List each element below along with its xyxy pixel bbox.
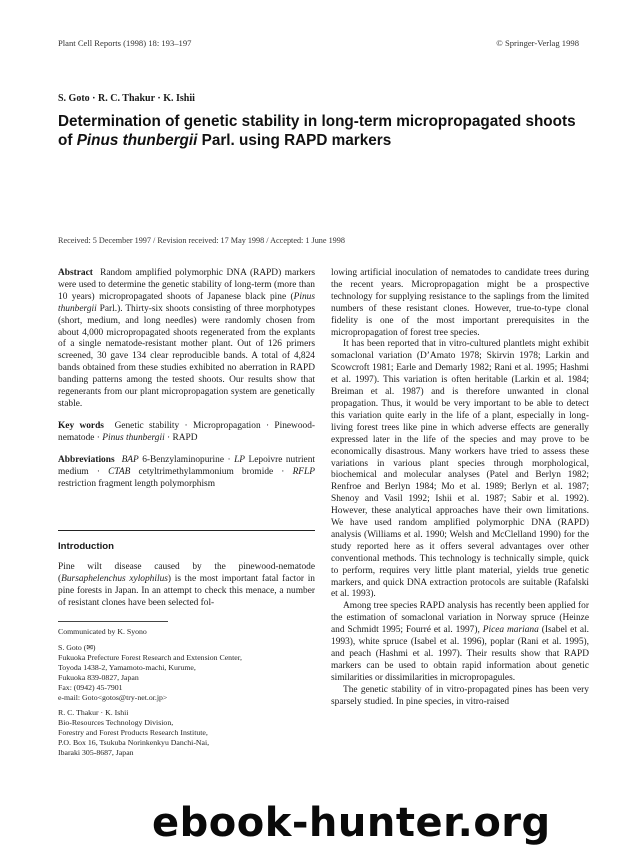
abstract-label: Abstract [58,268,93,278]
title-species: Pinus thunbergii [76,132,198,149]
thakur-addr-line-3: P.O. Box 16, Tsukuba Norinkenkyu Danchi-Nai, [58,738,210,747]
abbr-rflp: RFLP [292,466,315,477]
right-p3-text-1: Among tree species RAPD analysis has recently been applied for the estimation of somaclonal variation in Norway spruce (Heinze and Schmidt 1995; Fourré et al. 1997), [331,601,589,636]
intro-nematode: Bursaphelenchus xylophilus [61,573,168,584]
abbr-ctab-def: cetyltrimethylammonium bromide · [130,466,293,477]
abbreviations-label: Abbreviations [58,454,115,465]
journal-citation: Plant Cell Reports (1998) 18: 193–197 [58,38,192,48]
title-part-2: Parl. using RAPD markers [197,132,392,149]
thakur-name: R. C. Thakur · K. Ishii [58,708,129,717]
right-p3-text-2: (Isabel et al. 1993), white spruce (Isabel et al. 1996), poplar (Rani et al. 1995), and peach (Hashmi et al. 1997). Their results show that RAPD markers can be used to obtain rapid information about genetic similarities or dissimilarities in micropropagules. [331,625,589,683]
title-part-1: Determination of genetic stability in long-term micropropagated shoots of [58,113,576,149]
abstract-text-1: Random amplified polymorphic DNA (RAPD) markers were used to determine the genetic stability of long-term (more than 10 years) micropropagated shoots of Japanese black pine ( [58,268,315,302]
right-paragraph-4: The genetic stability of in vitro-propagated pines has been very sparsely studied. In pine species, in vitro-raised [331,684,589,707]
goto-addr-line-3: Fukuoka 839-0827, Japan [58,673,139,682]
footnote-rule [58,621,168,622]
right-column [331,268,589,709]
abbr-rflp-def: restriction fragment length polymorphism [58,478,215,489]
goto-addr-line-1: Fukuoka Prefecture Forest Research and Extension Center, [58,653,242,662]
keywords-label: Key words [58,420,104,431]
goto-addr-line-2: Toyoda 1438-2, Yamamoto-machi, Kurume, [58,663,196,672]
abbr-lp-def: Lepoivre nutrient medium · [58,454,316,477]
right-paragraph-3 [331,601,589,684]
thakur-addr-line-1: Bio-Resources Technology Division, [58,718,174,727]
communicated-by: Communicated by K. Syono [58,627,147,636]
abbr-ctab: CTAB [108,466,131,477]
keywords-text-1: Genetic stability · Micropropagation · Pinewood-nematode · [58,420,316,443]
abbr-lp: LP [234,454,246,465]
intro-text-2: ) is the most important fatal factor in pine forests in Japan. In an attempt to check this menace, a number of resistant clones have been selected fol- [58,573,315,608]
author-list: S. Goto · R. C. Thakur · K. Ishii [58,93,195,104]
introduction-heading: Introduction [58,541,114,552]
keywords-species: Pinus thunbergii [102,432,165,443]
right-paragraph-2: It has been reported that in vitro-cultured plantlets might exhibit somaclonal variation (D’Amato 1978; Skirvin 1978; Larkin and Scowcroft 1981; Earle and Demarly 1982; Rani et al. 1995; Hashmi et al. 1997). This variation is often heritable (Larkin et al. 1984; Breiman et al. 1987) and is therefore unwanted in clonal propagation. Thus, it would be very important to be able to detect this variation quite early in the life of a plant, especially in long-living forest trees like pine in which adverse effects are generally expressed later in the life of the species and may prove to be economically disastrous. Many workers have tried to assess these variations in various plant species through morphological, biochemical and molecular analyses (Patel and Berlyn 1982; Renfroe and Berlyn 1984; Mo et al. 1989; Berlyn et al. 1987; Shenoy and Vasil 1992; Ishii et al. 1987; Sabir et al. 1992). However, these analytical approaches have their own limitations. We have used random amplified polymorphic DNA (RAPD) analysis (Williams et al. 1990; Welsh and McClelland 1990) for the study reported here as it offers several advantages over other conventional methods. This technology is technically simple, quick to perform, requires very little plant material, yields true genetic markers, and quick DNA extraction protocols are suitable (Rafalski et al. 1993). [331,339,589,600]
abbr-bap-def: 6-Benzylaminopurine · [138,454,235,465]
abbreviations-paragraph [58,455,315,491]
introduction-paragraph [58,562,315,610]
goto-fax: Fax: (0942) 45-7901 [58,683,123,692]
abbr-bap: BAP [121,454,139,465]
thakur-addr-line-4: Ibaraki 305-8687, Japan [58,748,134,757]
goto-name: S. Goto (✉) [58,643,96,652]
left-column [58,268,315,490]
keywords-text-2: · RAPD [164,432,198,443]
intro-text-1: Pine wilt disease caused by the pinewood-nematode ( [58,562,315,584]
thakur-address-block [58,708,315,758]
abstract-text-2: Parl.). Thirty-six shoots consisting of three morphotypes (short, medium, and long needles) were randomly chosen from about 4,000 micropropagated shoots regenerated from the explants of a single nematode-resistant mother plant. Out of 126 primers screened, 30 gave 134 clear reproducible bands. A total of 4,824 bands obtained from these studies exhibited no aberration in RAPD banding patterns among the tested shoots. Our results show that regenerants from our plant micropropagation system are genetically stable. [58,303,315,409]
publisher-copyright: © Springer-Verlag 1998 [496,38,579,48]
watermark-text: ebook-hunter.org [152,800,551,846]
keywords-paragraph [58,421,315,445]
right-paragraph-1: lowing artificial inoculation of nematodes to candidate trees during the recent years. Micropropagation might be a prospective technology for supplying resistance to the saplings from the limited numbers of these resistant clones. However, true-to-type clonal fidelity is one of the most important prerequisites in the micropropagation of forest tree species. [331,268,589,338]
abstract-species: Pinus thunbergii [58,291,315,314]
communicated-note [58,627,315,637]
goto-email: e-mail: Goto<gotos@try-net.or.jp> [58,693,168,702]
submission-dates: Received: 5 December 1997 / Revision received: 17 May 1998 / Accepted: 1 June 1998 [58,236,345,245]
abstract-paragraph [58,268,315,411]
goto-address-block [58,643,315,703]
thakur-addr-line-2: Forestry and Forest Products Research Institute, [58,728,208,737]
section-divider [58,530,315,531]
right-p3-picea: Picea mariana [482,625,539,636]
article-title [58,112,588,150]
